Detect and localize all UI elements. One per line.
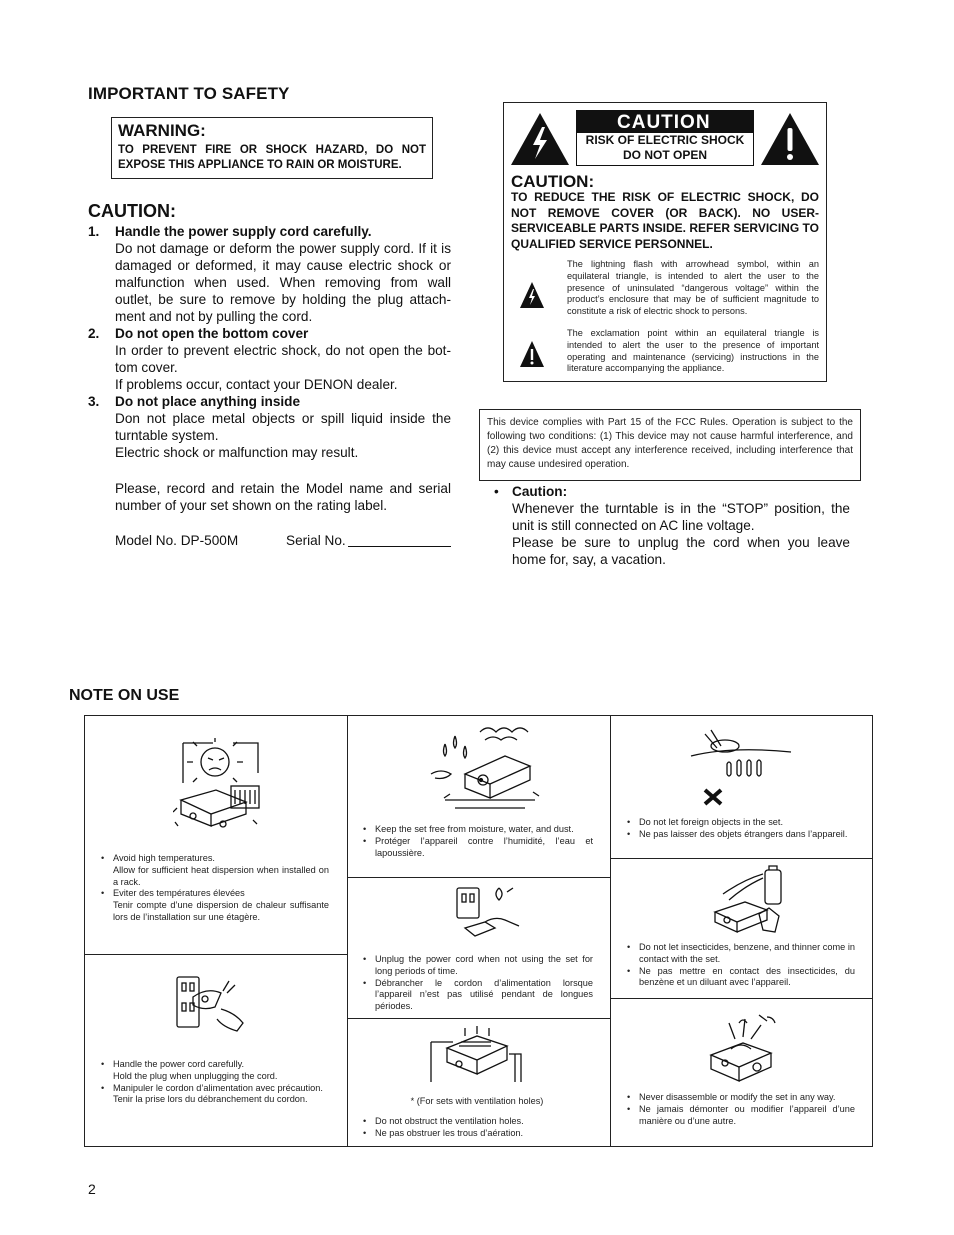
ventilation-footnote: * (For sets with ventilation holes): [410, 1096, 544, 1106]
list-item: [99, 853, 329, 888]
note-cell-cord: [99, 1059, 329, 1106]
caution-item-body: Electric shock or malfunction may result.: [115, 445, 359, 460]
warning-box: [111, 117, 433, 179]
caution-list: [88, 223, 451, 461]
ac-caution-text-line1: Whenever the turntable is in the “STOP” position, the unit is still connected on AC line voltage.: [512, 501, 850, 533]
list-item: [361, 1128, 593, 1140]
page-title: IMPORTANT TO SAFETY: [88, 84, 290, 103]
ac-caution-text: [512, 500, 850, 568]
list-item: [361, 1116, 593, 1128]
note-text: • Avoid high temperatures.: [113, 853, 215, 863]
note-text: • Keep the set free from moisture, water, and dust.: [375, 824, 574, 834]
insecticide-spray-icon: [705, 864, 795, 936]
caution-item-1: [88, 223, 451, 325]
bullet: •: [494, 484, 499, 499]
ac-caution-title: Caution:: [512, 484, 568, 499]
note-text: Tenir la prise lors du débranchement du cordon.: [113, 1094, 308, 1105]
caution-banner-line2: DO NOT OPEN: [622, 148, 707, 162]
grid-divider: [347, 716, 348, 1146]
caution-item-head: Do not open the bottom cover: [115, 326, 309, 341]
list-item: [625, 1092, 855, 1104]
caution-item-2: [88, 325, 451, 393]
grid-divider: [85, 954, 347, 955]
note-on-use-grid: [84, 715, 873, 1147]
list-item: [361, 954, 593, 978]
sun-heat-icon: [173, 738, 268, 838]
note-cell-moisture: [361, 824, 593, 859]
list-item: [99, 1059, 329, 1083]
note-text: • Ne pas laisser des objets étrangers dans l’appareil.: [639, 828, 848, 839]
caution-item-number: 1.: [88, 224, 100, 239]
caution-banner: [576, 110, 754, 166]
list-item: [99, 1083, 329, 1107]
exclamation-warning-icon: [759, 111, 821, 167]
exclamation-description: The exclamation point within an equilateral triangle is intended to alert the user to the presence of important operating and maintenance (servicing) instructions in the literature accompanying the appliance.: [567, 328, 819, 374]
lightning-description: The lightning flash with arrowhead symbol, within an equilateral triangle, is intended to alert the user to the presence of uninsulated “dangerous voltage” within the product’s enclosure that may be of sufficient magnitude to constitute a risk of electric shock to persons.: [567, 259, 819, 317]
grid-divider: [610, 998, 872, 999]
disassemble-icon: [705, 1009, 790, 1087]
note-text: • Ne pas obstruer les trous d’aération.: [375, 1127, 524, 1138]
ventilation-icon: [425, 1024, 527, 1096]
note-cell-heat: [99, 853, 329, 924]
list-item: [625, 829, 855, 841]
grid-divider: [347, 1018, 610, 1019]
water-splash-icon: [425, 724, 545, 819]
list-item: [625, 817, 855, 829]
caution-item-3: [88, 393, 451, 461]
caution-panel-title: CAUTION:: [511, 172, 595, 191]
caution-banner-title: CAUTION: [577, 111, 753, 133]
list-item: [361, 978, 593, 1013]
exclamation-warning-icon: [519, 340, 545, 368]
warning-title: WARNING:: [118, 121, 206, 140]
caution-item-body: If problems occur, contact your DENON dealer.: [115, 377, 398, 392]
hand-plug-icon: [173, 969, 253, 1041]
caution-item-body: In order to prevent electric shock, do not open the bot-tom cover.: [115, 343, 451, 375]
caution-heading: CAUTION:: [88, 201, 176, 221]
list-item: [361, 836, 593, 860]
model-serial-row: [115, 532, 451, 549]
ac-caution-text-line2: Please be sure to unplug the cord when you leave home for, say, a vacation.: [512, 535, 850, 567]
note-on-use-heading: NOTE ON USE: [69, 687, 180, 704]
page-number: 2: [88, 1181, 96, 1197]
fcc-notice: This device complies with Part 15 of the FCC Rules. Operation is subject to the following two conditions: (1) This device may not cause harmful interference, and (2) this device must accept any interference received, including interference that may cause undesired operation.: [479, 409, 861, 481]
note-text: Allow for sufficient heat dispersion when installed on a rack.: [113, 864, 329, 887]
list-item: [99, 888, 329, 923]
model-label: Model No. DP-500M: [115, 533, 239, 548]
note-text: • Débrancher le cordon d’alimentation lorsque l’appareil n’est pas utilisé pendant de longues périodes.: [375, 977, 593, 1012]
caution-item-head: Handle the power supply cord carefully.: [115, 224, 372, 239]
note-text: • Do not let insecticides, benzene, and thinner come in contact with the set.: [639, 942, 855, 964]
list-item: [625, 1104, 855, 1128]
caution-panel-text: TO REDUCE THE RISK OF ELECTRIC SHOCK, DO NOT REMOVE COVER (OR BACK). NO USER-SERVICEABLE PARTS INSIDE. REFER SERVICING TO QUALIFIED SERVICE PERSONNEL.: [511, 190, 819, 251]
note-cell-foreign: [625, 817, 855, 841]
note-text: • Ne jamais démonter ou modifier l’appareil d’une manière ou d’une autre.: [639, 1103, 855, 1126]
note-text: • Do not let foreign objects in the set.: [639, 817, 784, 827]
note-text: • Protéger l’appareil contre l’humidité, l’eau et lapoussière.: [375, 835, 593, 858]
caution-item-number: 2.: [88, 326, 100, 341]
foreign-objects-icon: [685, 726, 795, 811]
list-item: [625, 942, 855, 966]
lightning-warning-icon: [519, 281, 545, 309]
note-text: • Eviter des températures élevées: [113, 888, 245, 899]
note-text: • Ne pas mettre en contact des insecticides, du benzène et un diluant avec l’appareil.: [639, 965, 855, 988]
grid-divider: [610, 716, 611, 1146]
caution-item-body: Do not damage or deform the power supply cord. If it is damaged or deformed, it may cause electric shock or malfunction when used. When removing from wall outlet, be sure to remove by holding the plug attach-ment and not by pulling the cord.: [115, 241, 451, 324]
note-text: • Do not obstruct the ventilation holes.: [375, 1115, 524, 1126]
warning-text: TO PREVENT FIRE OR SHOCK HAZARD, DO NOT EXPOSE THIS APPLIANCE TO RAIN OR MOISTURE.: [118, 144, 426, 171]
note-cell-ventilation: [361, 1096, 593, 1139]
note-text: • Never disassemble or modify the set in any way.: [639, 1092, 836, 1102]
lightning-warning-icon: [509, 111, 571, 167]
caution-item-number: 3.: [88, 394, 100, 409]
note-cell-insecticide: [625, 942, 855, 989]
record-text: Please, record and retain the Model name and serial number of your set shown on the rating label.: [115, 481, 451, 513]
note-cell-disassemble: [625, 1092, 855, 1127]
serial-label: Serial No.: [286, 533, 346, 548]
serial-blank-line: [348, 546, 451, 547]
note-cell-unplug: [361, 954, 593, 1013]
list-item: [361, 824, 593, 836]
unplug-outlet-icon: [453, 884, 523, 946]
note-text: Tenir compte d’une dispersion de chaleur suffisante lors de l’installation sur une étagère.: [113, 900, 329, 922]
note-text: • Manipuler le cordon d’alimentation avec précaution.: [113, 1082, 323, 1093]
grid-divider: [347, 877, 610, 878]
caution-item-head: Do not place anything inside: [115, 394, 301, 409]
grid-divider: [610, 858, 872, 859]
note-text: Hold the plug when unplugging the cord.: [113, 1070, 278, 1081]
note-text: • Handle the power cord carefully.: [113, 1059, 245, 1069]
caution-item-body: Don not place metal objects or spill liquid inside the turntable system.: [115, 411, 451, 443]
caution-banner-line1: RISK OF ELECTRIC SHOCK: [585, 133, 745, 147]
note-text: • Unplug the power cord when not using the set for long periods of time.: [375, 954, 593, 976]
list-item: [625, 966, 855, 990]
